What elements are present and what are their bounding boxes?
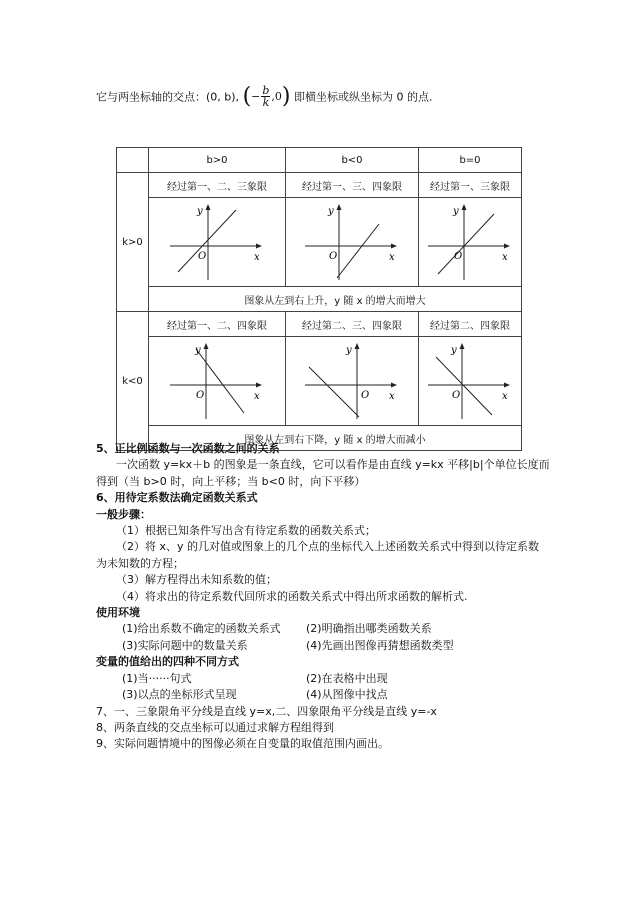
svg-text:x: x: [254, 252, 260, 263]
svg-text:y: y: [197, 206, 203, 217]
k-negative-label: k<0: [117, 312, 149, 451]
usage-row: [96, 621, 556, 637]
linear-function-table: [116, 147, 522, 451]
table-header-row: [117, 148, 522, 173]
ways-item: (3)以点的坐标形式呈现: [122, 688, 237, 702]
minus-sign: −: [251, 90, 261, 103]
k-positive-description: 图象从左到右上升，y 随 x 的增大而增大: [149, 287, 522, 312]
quadrant-label: 经过第二、三、四象限: [286, 312, 419, 337]
graph-k-neg-b-zero: [422, 339, 518, 423]
k-positive-label: k>0: [117, 173, 149, 312]
usage-row: [96, 638, 556, 654]
svg-text:O: O: [361, 390, 370, 401]
quadrant-label: 经过第一、三象限: [419, 173, 522, 198]
graph-row: [117, 337, 522, 426]
ways-item: (1)当······句式: [122, 671, 192, 685]
intro-prefix: 它与两坐标轴的交点：(0, b),: [96, 90, 240, 104]
notes-body: [96, 441, 556, 753]
ways-row: [96, 687, 556, 703]
usage-item: (3)实际问题中的数量关系: [122, 638, 248, 652]
svg-text:y: y: [328, 206, 334, 217]
step-item: 为未知数的方程；: [96, 556, 184, 570]
svg-text:y: y: [453, 206, 459, 217]
usage-item: (1)给出系数不确定的函数关系式: [122, 622, 281, 636]
svg-text:y: y: [195, 345, 201, 356]
numbered-item: 8、两条直线的交点坐标可以通过求解方程组得到: [96, 720, 334, 734]
quadrant-label: 经过第一、三、四象限: [286, 173, 419, 198]
svg-text:x: x: [254, 391, 260, 402]
fraction-denominator: k: [262, 96, 270, 109]
svg-text:x: x: [502, 252, 508, 263]
svg-text:O: O: [452, 390, 461, 401]
graph-k-neg-b-pos: [162, 339, 272, 423]
svg-text:y: y: [346, 345, 352, 356]
svg-text:y: y: [451, 345, 457, 356]
steps-title: 一般步骤：: [96, 507, 151, 521]
svg-text:O: O: [329, 251, 338, 262]
intercept-fraction: (− $\frac{b}{k}$ ,0): [242, 84, 291, 109]
description-row: [117, 287, 522, 312]
fraction-numerator: b: [262, 84, 270, 97]
quadrant-label: 经过第一、二、四象限: [149, 312, 286, 337]
section-6-title: 6、用待定系数法确定函数关系式: [96, 491, 258, 505]
graph-k-pos-b-pos: [162, 200, 272, 284]
corner-cell: [117, 148, 149, 173]
section-5-title: 5、正比例函数与一次函数之间的关系: [96, 442, 280, 455]
header-b-zero: b=0: [419, 148, 522, 173]
step-item: （4）将求出的待定系数代回所求的函数关系式中得出所求函数的解析式.: [116, 589, 468, 603]
numbered-item: 7、一、三象限角平分线是直线 y=x,二、四象限角平分线是直线 y=-x: [96, 704, 437, 718]
usage-title: 使用环境: [96, 606, 140, 620]
svg-text:O: O: [198, 251, 207, 262]
usage-item: (4)先画出图像再猜想函数类型: [306, 638, 454, 652]
step-item: （3）解方程得出未知系数的值；: [116, 573, 277, 587]
quadrant-label: 经过第二、四象限: [419, 312, 522, 337]
table-row: [117, 173, 522, 198]
section-5-line: 一次函数 y=kx＋b 的图象是一条直线，它可以看作是由直线 y=kx 平移|b|个单位长度而: [116, 458, 550, 472]
svg-text:x: x: [389, 391, 395, 402]
graph-k-pos-b-neg: [297, 200, 407, 284]
fraction-tail: ,0: [271, 90, 282, 103]
header-b-negative: b<0: [286, 148, 419, 173]
ways-item: (2)在表格中出现: [306, 671, 388, 685]
ways-title: 变量的值给出的四种不同方式: [96, 655, 239, 669]
graph-k-neg-b-neg: [297, 339, 407, 423]
svg-text:x: x: [389, 252, 395, 263]
step-item: （1）根据已知条件写出含有待定系数的函数关系式；: [116, 524, 376, 538]
ways-row: [96, 671, 556, 687]
header-b-positive: b>0: [149, 148, 286, 173]
intro-suffix: 即横坐标或纵坐标为 0 的点.: [294, 90, 433, 104]
graph-row: [117, 198, 522, 287]
table-row: [117, 312, 522, 337]
quadrant-label: 经过第一、二、三象限: [149, 173, 286, 198]
svg-text:x: x: [502, 391, 508, 402]
intercept-sentence: [96, 84, 433, 109]
graph-k-pos-b-zero: [422, 200, 518, 284]
ways-item: (4)从图像中找点: [306, 688, 388, 702]
k-negative-description: 图象从左到右下降，y 随 x 的增大而减小: [149, 426, 522, 451]
section-5-line: 得到（当 b>0 时，向上平移；当 b<0 时，向下平移）: [96, 474, 366, 488]
step-item: （2）将 x、y 的几对值或图象上的几个点的坐标代入上述函数关系式中得到以待定系数: [116, 540, 540, 554]
svg-text:O: O: [196, 390, 205, 401]
svg-text:O: O: [454, 251, 463, 262]
usage-item: (2)明确指出哪类函数关系: [306, 622, 432, 636]
numbered-item: 9、实际问题情境中的图像必须在自变量的取值范围内画出。: [96, 737, 389, 751]
